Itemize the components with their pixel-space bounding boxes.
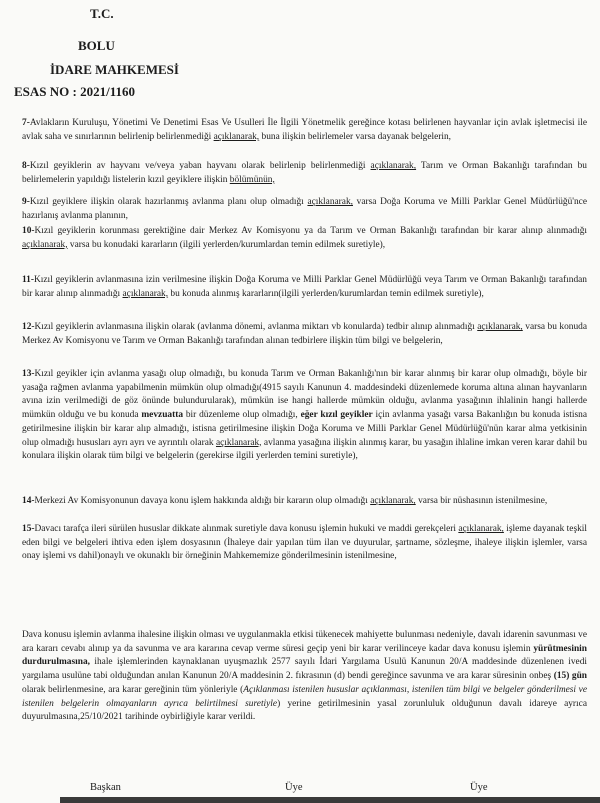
italic-phrase: Açıklanması istenilen hususlar açıklanması, istenilen tüm bilgi ve belgeler gönderilmesi ve istenilen belgelerin olmayanların ayrıca belirtilmesi suretiyle — [22, 684, 587, 709]
signature-member-1: Üye — [285, 782, 303, 793]
underlined-keyword: açıklanarak, — [458, 524, 504, 534]
paragraph-item-13: 13-Kızıl geyikler için avlanma yasağı olup olmadığı, bu konuda Tarım ve Orman Bakanlığı'nın bir karar alınmış bir karar olup olmadığı, böyle bir yasağa rağmen avlanma yapabilmenin mümkün olup olmadığı(4915 sayılı Kanunun 4. maddesindeki düzenlemede koruma altına alınan hayvanların avına izin verilmediği de göz önünde bulundurularak), mümkün ise hangi hallerde mümkün olduğu, avlanma yasağının ihlalinin hangi hallerde mümkün olduğu ve bu konuda mevzuatta bir düzenleme olup olmadığı, eğer kızıl geyikler için avlanma yasağı varsa Bakanlığın bu konuda istisna getirilmesine ilişkin bir karar alıp almadığı, istisna getirilmesine ilişkin Doğa Koruma ve Milli Parklar Genel Müdürlüğü'nün karar alma yetkisinin olup olmadığı hususları ayrı ayrı ve ayrıntılı olarak açıklanarak, avlanma yasağına ilişkin alınmış karar, bu yasağın ihlaline imkan veren karar dahil bu konulara ilişkin olarak tüm bilgi ve belgelerin (gerekirse ilgili yerlerden temini suretiyle), — [22, 369, 588, 462]
item-number: 12- — [22, 322, 35, 332]
underlined-keyword: açıklanarak, — [122, 288, 169, 299]
scan-edge-bar — [60, 797, 600, 803]
header-case-number: ESAS NO : 2021/1160 — [14, 84, 135, 99]
underlined-keyword: bölümünün, — [229, 174, 275, 185]
underlined-keyword: açıklanarak, — [307, 197, 353, 207]
paragraph-item-12: 12-Kızıl geyiklerin avlanmasına ilişkin olarak (avlanma dönemi, avlanma miktarı vb konularda) tedbir alınıp alınmadığı açıklanarak, varsa bu konuda Merkez Av Komisyonu ve Tarım ve Orman Bakanlığı tarafından alınan tedbirlere ilişkin tüm bilgi ve belgelerin, — [22, 322, 587, 346]
signature-chair: Başkan — [90, 782, 121, 793]
underlined-keyword: açıklanarak, — [370, 496, 416, 506]
paragraph-item-11: 11-Kızıl geyiklerin avlanmasına izin verilmesine ilişkin Doğa Koruma ve Milli Parklar Genel Müdürlüğü veya Tarım ve Orman Bakanlığı tarafından bir karar alınıp alınmadığı açıklanarak, bu konuda alınmış kararların(ilgili yerlerden/kurumlardan temin edilmek suretiyle), — [22, 275, 587, 299]
signature-member-2: Üye — [470, 782, 488, 793]
bold-phrase: (15) gün — [553, 671, 588, 682]
paragraph-item-7: 7-Avlakların Kuruluşu, Yönetimi Ve Denetimi Esas Ve Usulleri İle İlgili Yönetmelik gereğince kotası belirlenen hayvanlar için avlak işletmecisi ile avlak saha ve sınırlarının belirlenip belirlenmediği açıklanarak, buna ilişkin belirlemeler varsa dayanak belgelerin, — [22, 118, 587, 142]
item-number: 10- — [22, 226, 35, 236]
item-number: 11- — [22, 275, 34, 285]
item-number: 14- — [22, 496, 35, 506]
bold-phrase: eğer kızıl geyikler — [300, 410, 373, 421]
underlined-keyword: açıklanarak, — [22, 239, 68, 250]
item-number: 15- — [22, 524, 35, 534]
paragraph-item-9: 9-Kızıl geyiklere ilişkin olarak hazırlanmış avlanma planı olup olmadığı açıklanarak, varsa Doğa Koruma ve Milli Parklar Genel Müdürlüğü'nce hazırlanış avlanma planının, — [22, 197, 587, 221]
closing-decision-paragraph: Dava konusu işlemin avlanma ihalesine ilişkin olması ve uygulanmakla etkisi tükenecek mahiyette bulunması nedeniyle, davalı idarenin savunması ve ara kararı cevabı alınıp ya da savunma ve ara kararına cevap verme süresi geçip yeni bir karar verilinceye kadar dava konusu işlemin yürütmesinin durdurulmasına, ihale işlemlerinden kaynaklanan uyuşmazlık 2577 sayılı İdari Yargılama Usulü Kanunun 20/A maddesinde düzenlenen ivedi yargılama usulüne tabi olduğundan anılan Kanunun 20/A maddesinin 2. fıkrasının (d) bendi gereğince savunma ve ara karar süresinin onbeş (15) gün olarak belirlenmesine, ara karar gereğinin tüm yönleriyle (Açıklanması istenilen hususlar açıklanması, istenilen tüm bilgi ve belgeler gönderilmesi ve istenilen belgelerin olmayanların ayrıca belirtilmesi suretiyle) yerine getirilmesinin yasal zorunluluk olduğunun davalı idareye ayrıca duyurulmasına,25/10/2021 tarihinde oybirliğiyle karar verildi. — [22, 630, 588, 723]
underlined-keyword: açıklanarak, — [213, 131, 260, 142]
underlined-keyword: açıklanarak, — [370, 161, 417, 171]
header-court-name: İDARE MAHKEMESİ — [50, 62, 179, 77]
paragraph-item-15: 15-Davacı tarafça ileri sürülen hususlar dikkate alınmak suretiyle dava konusu işlemin hukuki ve maddi gerekçeleri açıklanarak, işleme dayanak teşkil eden bilgi ve belgeleri ihtiva eden işlem dosyasının (İhaleye dair yapılan tüm ilan ve duyurular, şartname, sözleşme, ihaleye ilişkin işlemler, varsa onay işlemi vs dahil)onaylı ve okunaklı bir örneğinin Mahkememize gönderilmesinin istenilmesine, — [22, 524, 587, 562]
item-number: 9- — [22, 197, 30, 207]
header-city: BOLU — [78, 38, 115, 53]
bold-phrase: yürütmesinin durdurulmasına, — [22, 643, 587, 668]
paragraph-item-10: 10-Kızıl geyiklerin korunması gerektiğine dair Merkez Av Komisyonu ya da Tarım ve Orman Bakanlığı tarafından bir karar alınıp alınmadığı açıklanarak, varsa bu konudaki kararların (ilgili yerlerden/kurumlardan temin edilmek suretiyle), — [22, 226, 587, 250]
bold-phrase: mevzuatta — [141, 410, 184, 421]
underlined-keyword: açıklanarak, — [215, 437, 262, 448]
paragraph-item-14: 14-Merkezi Av Komisyonunun davaya konu işlem hakkında aldığı bir kararın olup olmadığı açıklanarak, varsa bir nüshasının istenilmesine, — [22, 496, 548, 506]
header-republic: T.C. — [90, 6, 114, 21]
paragraph-item-8: 8-Kızıl geyiklerin av hayvanı ve/veya yaban hayvanı olarak belirlenip belirlenmediği açıklanarak, Tarım ve Orman Bakanlığı tarafından bu belirlemelerin yapıldığı listelerin kızıl geyiklere ilişkin bölümünün, — [22, 161, 587, 185]
underlined-keyword: açıklanarak, — [477, 322, 523, 332]
item-number: 8- — [22, 161, 30, 171]
item-number: 7- — [22, 118, 30, 128]
item-number: 13- — [22, 369, 35, 379]
